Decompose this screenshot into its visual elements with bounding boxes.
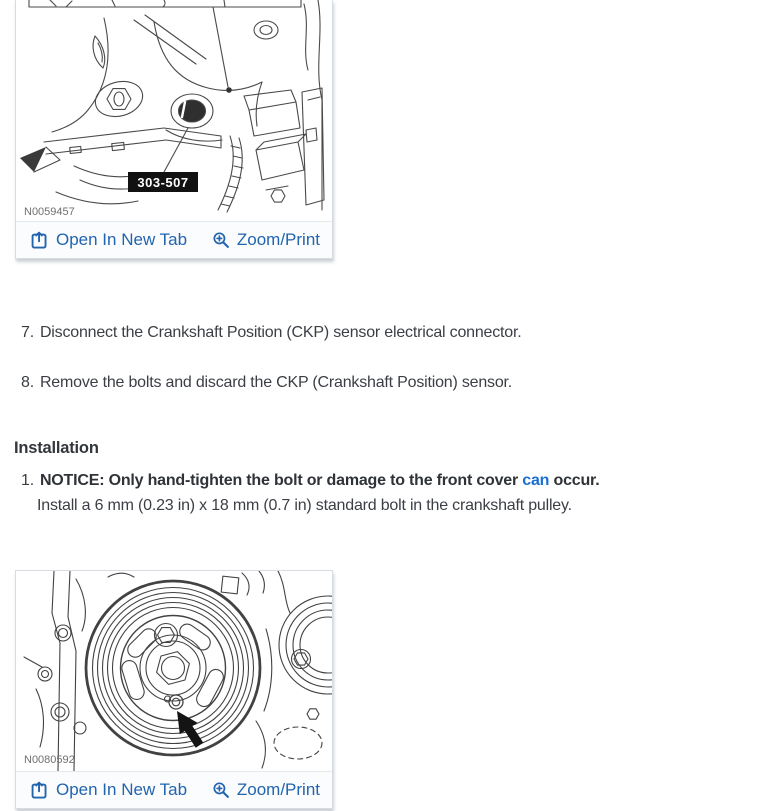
step-7 (21, 324, 522, 342)
open-in-new-tab-link[interactable] (30, 230, 187, 250)
step-8 (21, 374, 512, 392)
notice-text-after: occur. (553, 472, 600, 489)
image-id-label: N0080592 (24, 754, 75, 766)
install-step-1-number: 1. (21, 472, 34, 489)
open-in-new-tab-icon (30, 231, 49, 250)
notice-text-before: NOTICE: Only hand-tighten the bolt or damage to the front cover (39, 472, 519, 489)
open-in-new-tab-label: Open In New Tab (56, 230, 188, 249)
step-7-number: 7. (21, 324, 34, 341)
image-id-label: N0059457 (24, 206, 75, 218)
zoom-print-link[interactable] (212, 780, 320, 800)
figure-action-bar (16, 221, 332, 258)
zoom-print-icon (212, 781, 230, 799)
engine-front-cover-diagram (16, 0, 332, 221)
install-step-1-body: Install a 6 mm (0.23 in) x 18 mm (0.7 in) standard bolt in the crankshaft pulley. (37, 497, 572, 514)
zoom-print-label: Zoom/Print (236, 780, 320, 799)
step-8-number: 8. (21, 374, 34, 391)
open-in-new-tab-link[interactable] (30, 780, 187, 800)
can-inline-link[interactable]: can (522, 472, 550, 489)
figure-action-bar (16, 771, 332, 808)
open-in-new-tab-icon (30, 781, 49, 800)
crankshaft-pulley-diagram (16, 571, 332, 771)
installation-heading: Installation (14, 438, 99, 457)
figure-card-crankshaft-pulley (15, 570, 333, 809)
install-step-1-notice (21, 472, 721, 490)
step-8-text: Remove the bolts and discard the CKP (Crankshaft Position) sensor. (39, 374, 513, 391)
open-in-new-tab-label: Open In New Tab (56, 780, 188, 799)
pointer-arrow (177, 711, 203, 748)
zoom-print-link[interactable] (212, 230, 320, 250)
zoom-print-label: Zoom/Print (236, 230, 320, 249)
leader-dot (226, 87, 232, 93)
figure-card-ckp-sensor (15, 0, 333, 259)
part-callout-label: 303-507 (137, 175, 189, 190)
step-7-text: Disconnect the Crankshaft Position (CKP) sensor electrical connector. (39, 324, 522, 341)
zoom-print-icon (212, 231, 230, 249)
